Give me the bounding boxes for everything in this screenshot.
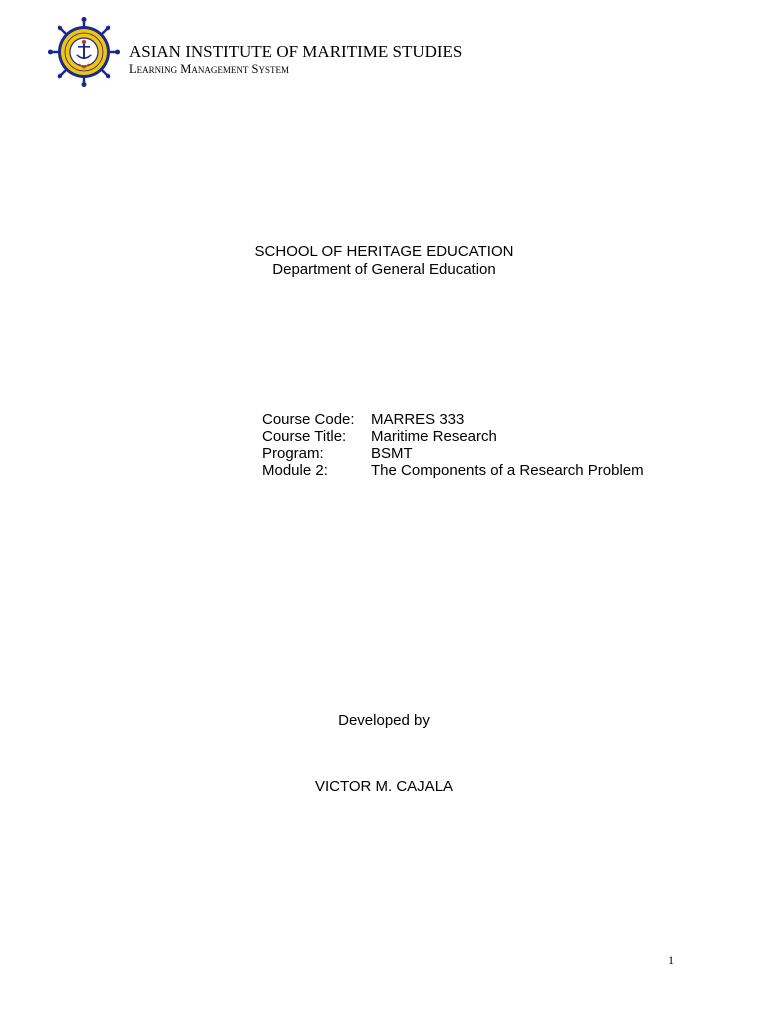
system-name: Learning Management System [129, 62, 289, 76]
course-code-label: Course Code: [262, 411, 355, 428]
program-value: BSMT [371, 445, 413, 462]
school-seal-icon [48, 17, 120, 87]
module-value: The Components of a Research Problem [371, 462, 644, 479]
module-row [262, 462, 644, 479]
department-name: Department of General Education [272, 261, 496, 278]
course-title-label: Course Title: [262, 428, 347, 445]
course-code-row [262, 411, 644, 428]
course-code-value: MARRES 333 [371, 411, 465, 428]
module-label: Module 2: [262, 462, 328, 479]
program-row [262, 445, 644, 462]
program-label: Program: [262, 445, 324, 462]
page-number: 1 [668, 953, 674, 967]
course-title-row [262, 428, 644, 445]
school-name: SCHOOL OF HERITAGE EDUCATION [254, 243, 514, 260]
institution-name: ASIAN INSTITUTE OF MARITIME STUDIES [129, 42, 463, 61]
developed-by-label: Developed by [338, 712, 430, 729]
course-details [262, 411, 644, 479]
course-title-value: Maritime Research [371, 428, 497, 445]
author-name: VICTOR M. CAJALA [314, 778, 454, 795]
